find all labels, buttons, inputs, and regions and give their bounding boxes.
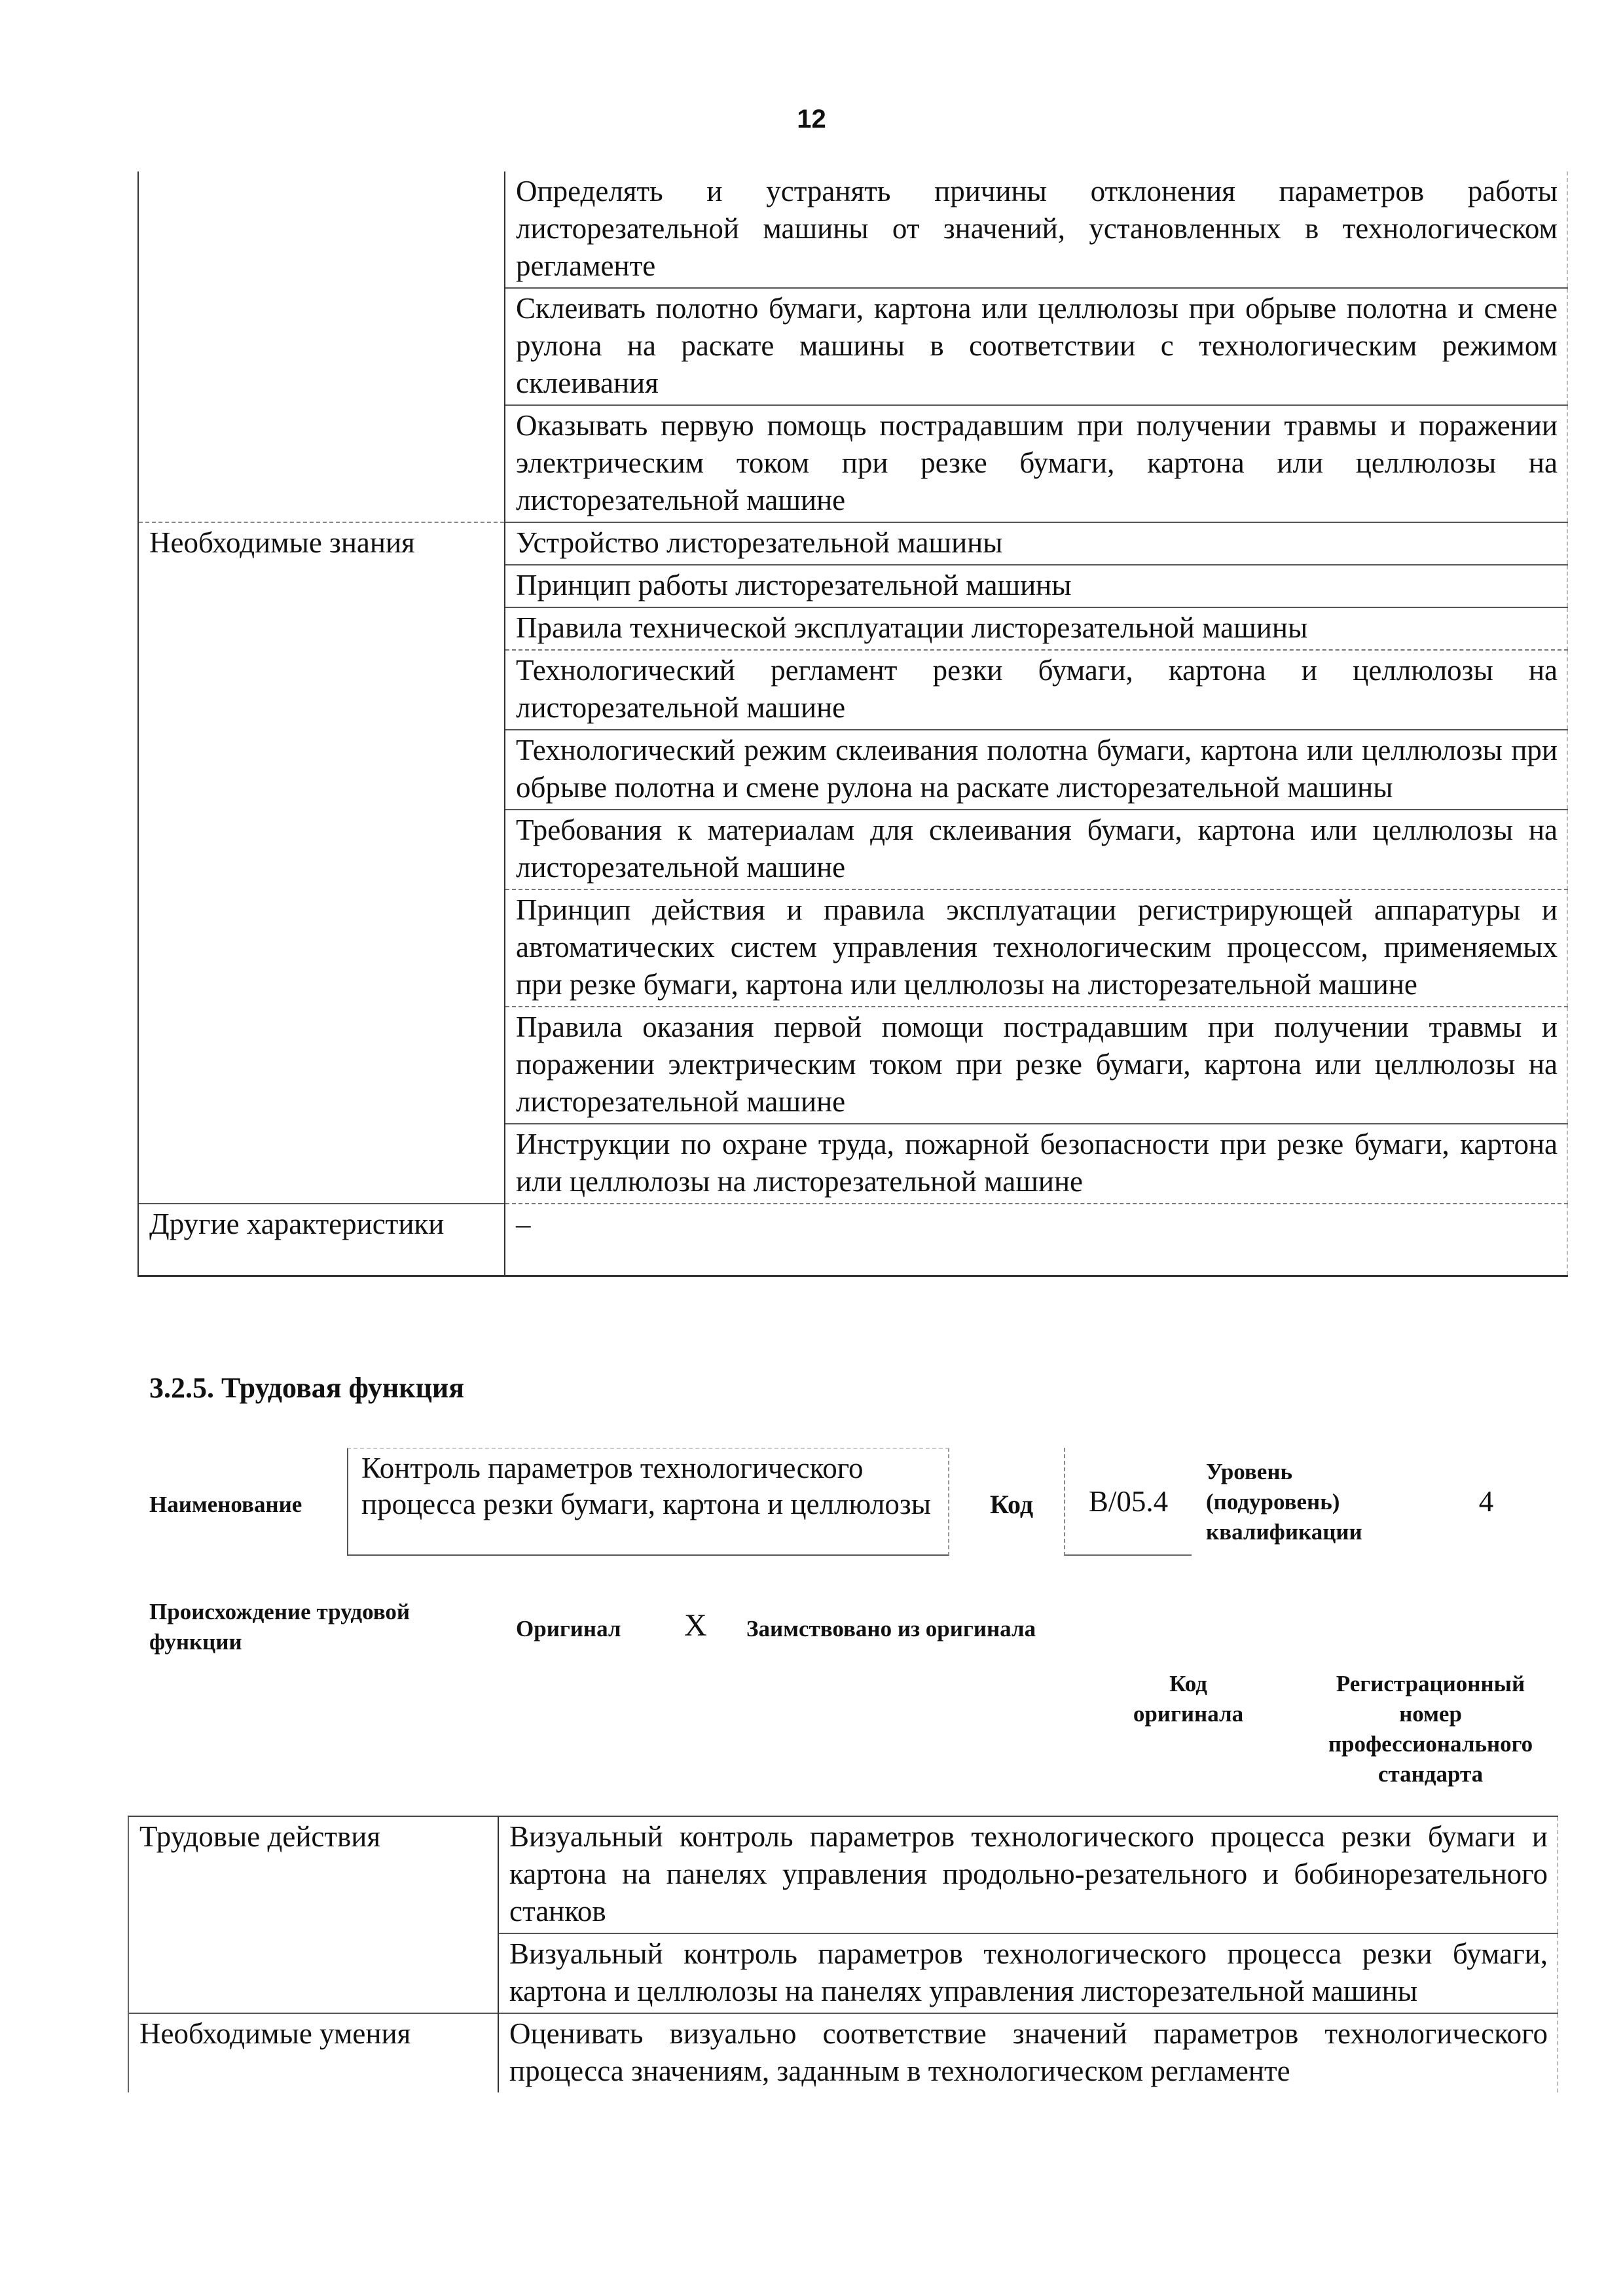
knowledge-item: Технологический регламент резки бумаги, картона и целлюлозы на листорезательной машине — [505, 650, 1567, 730]
knowledge-item: Правила оказания первой помощи пострадавшим при получении травмы и поражении электрическим током при резке бумаги, картона или целлюлозы на листорезательной машине — [505, 1007, 1567, 1124]
knowledge-item: Технологический режим склеивания полотна бумаги, картона или целлюлозы при обрыве полотна и смене рулона на раскате листорезательной машины — [505, 730, 1567, 810]
knowledge-item: Принцип действия и правила эксплуатации регистрирующей аппаратуры и автоматических систем управления технологическим процессом, применяемых при резке бумаги, картона или целлюлозы на листорезательной машине — [505, 889, 1567, 1007]
knowledge-item: Устройство листорезательной машины — [505, 522, 1567, 565]
knowledge-label: Необходимые знания — [138, 522, 505, 1204]
knowledge-item: Принцип работы листорезательной машины — [505, 565, 1567, 607]
skill-item: Оказывать первую помощь пострадавшим при получении травмы и поражении электрическим током при резке бумаги, картона или целлюлозы на листорезательной машине — [505, 405, 1567, 522]
knowledge-item: Требования к материалам для склеивания бумаги, картона или целлюлозы на листорезательной машине — [505, 810, 1567, 889]
original-code-label: Код оригинала — [1133, 1671, 1244, 1727]
labor-actions-label: Трудовые действия — [128, 1816, 498, 2013]
origin-original: Оригинал — [516, 1616, 621, 1641]
labor-action-item: Визуальный контроль параметров технологического процесса резки бумаги и картона на панелях управления продольно-резательного и бобинорезательного станков — [498, 1816, 1558, 1933]
requirements-table-continued — [137, 171, 1568, 1277]
level-value: 4 — [1478, 1485, 1494, 1518]
section-heading: 3.2.5. Трудовая функция — [149, 1372, 465, 1404]
labor-function-table — [128, 1816, 1558, 2092]
knowledge-item: Правила технической эксплуатации листорезательной машины — [505, 607, 1567, 650]
labor-action-item: Визуальный контроль параметров технологического процесса резки бумаги, картона и целлюлозы на панелях управления листорезательной машины — [498, 1933, 1558, 2013]
required-skill-item: Оценивать визуально соответствие значений параметров технологического процесса значениям, заданным в технологическом регламенте — [498, 2013, 1558, 2092]
name-label: Наименование — [149, 1492, 302, 1517]
origin-label: Происхождение трудовой функции — [149, 1599, 410, 1655]
level-label: Уровень (подуровень) квалификации — [1206, 1459, 1362, 1545]
other-characteristics-value: – — [505, 1204, 1567, 1276]
skill-item: Определять и устранять причины отклонения параметров работы листорезательной машины от значений, установленных в технологическом регламенте — [505, 171, 1567, 288]
other-characteristics-label: Другие характеристики — [138, 1204, 505, 1276]
code-value: B/05.4 — [1064, 1448, 1192, 1556]
skill-item: Склеивать полотно бумаги, картона или целлюлозы при обрыве полотна и смене рулона на раскате машины в соответствии с технологическим режимом склеивания — [505, 288, 1567, 405]
skills-label-cell — [138, 171, 505, 522]
registration-number-label: Регистрационный номер профессионального стандарта — [1328, 1671, 1533, 1787]
knowledge-item: Инструкции по охране труда, пожарной безопасности при резке бумаги, картона или целлюлозы на листорезательной машине — [505, 1124, 1567, 1204]
page-number: 12 — [797, 105, 826, 134]
required-skills-label: Необходимые умения — [128, 2013, 498, 2092]
code-label: Код — [990, 1490, 1034, 1519]
origin-borrowed: Заимствовано из оригинала — [746, 1616, 1036, 1641]
origin-mark: X — [684, 1608, 707, 1643]
function-name-box: Контроль параметров технологического процесса резки бумаги, картона и целлюлозы — [347, 1448, 949, 1556]
